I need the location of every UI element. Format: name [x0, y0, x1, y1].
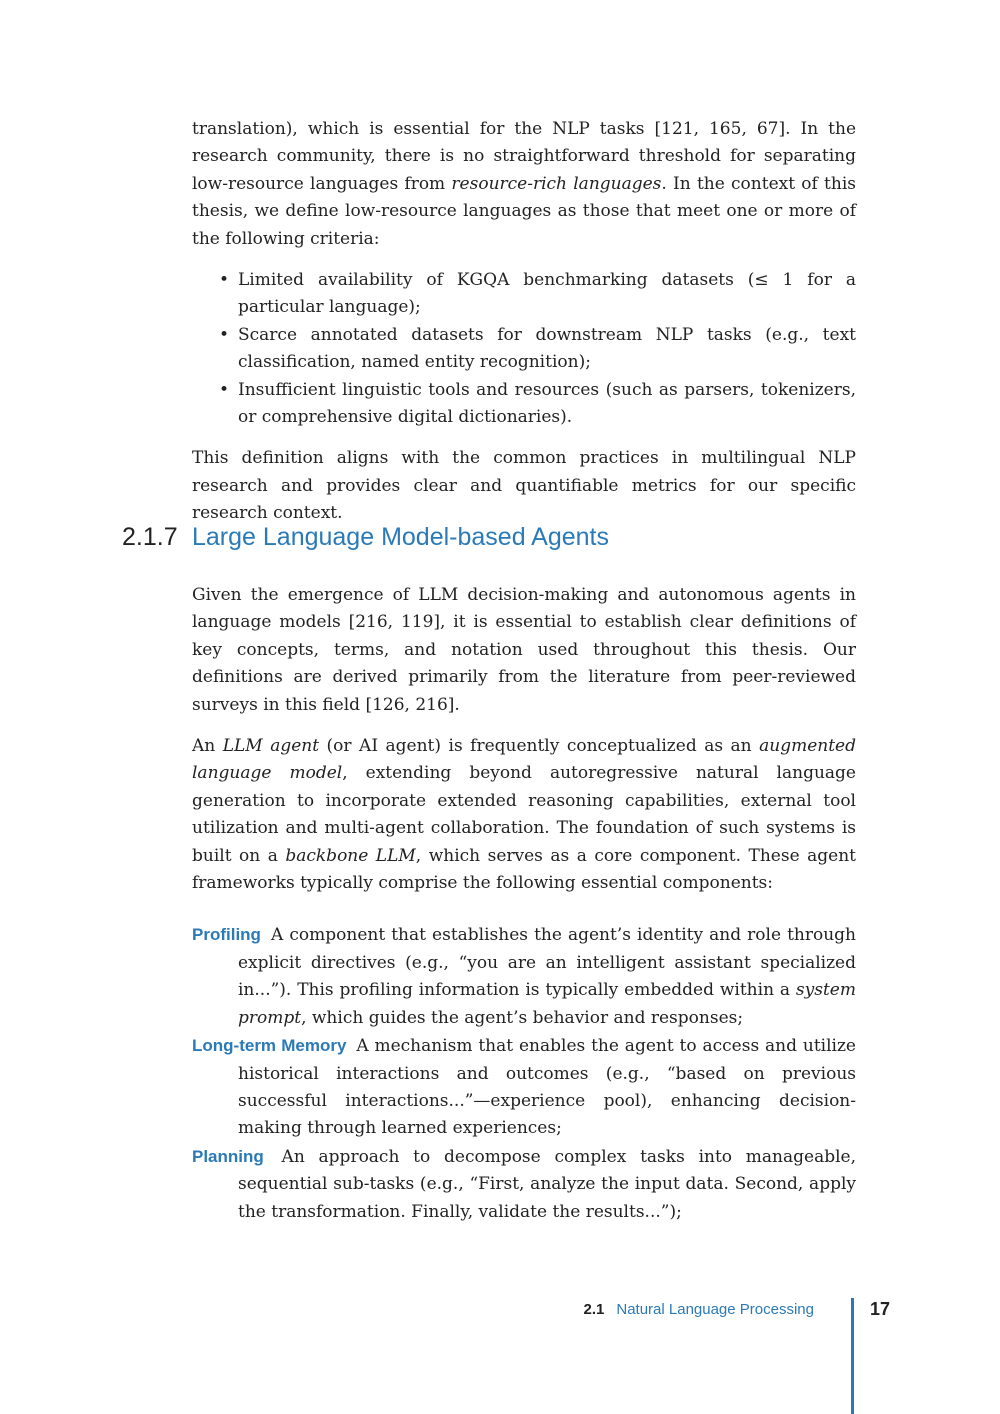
italic-term: system prompt — [238, 980, 856, 1028]
body-text-top — [192, 116, 856, 528]
list-item — [219, 377, 856, 432]
component-term: Profiling — [192, 925, 261, 945]
component-description: , which guides the agent’s behavior and responses; — [301, 1007, 744, 1028]
paragraph-llm-emergence: Given the emergence of LLM decision-making and autonomous agents in language models [216, 119], it is essential to establish clear definitions of key concepts, terms, and notation used throughout this thesis. Our definitions are derived primarily from the literature from peer-reviewed surveys in this field [126, 216]. — [192, 585, 856, 715]
text-run: (or AI agent) is frequently conceptualized as an — [319, 736, 760, 757]
component-planning — [192, 1143, 856, 1226]
page-footer — [0, 1298, 1000, 1414]
component-description: An approach to decompose complex tasks into manageable, sequential sub-tasks (e.g., “First, analyze the input data. Second, apply the transformation. Finally, validate the results...”); — [238, 1146, 856, 1222]
running-footer — [584, 1301, 815, 1318]
italic-term: LLM agent — [222, 736, 320, 757]
list-item-text: Scarce annotated datasets for downstream NLP tasks (e.g., text classification, named entity recognition); — [238, 324, 856, 373]
paragraph-low-resource-intro — [192, 116, 856, 253]
component-term: Long-term Memory — [192, 1036, 347, 1056]
list-item — [219, 267, 856, 322]
bullet-icon: • — [219, 324, 230, 345]
component-description: A component that establishes the agent’s identity and role through explicit directives (e.g., “you are an intelligent assistant specialized in...”). This profiling information is typically embedded within a — [238, 925, 857, 1001]
component-profiling — [192, 921, 856, 1032]
text-run: , which serves as a core component. These agent frameworks typically comprise the following essential components: — [192, 845, 856, 894]
component-description: A mechanism that enables the agent to access and utilize historical interactions and outcomes (e.g., “based on previous successful interactions...”—experience pool), enhancing decision-making through learned experiences; — [238, 1036, 856, 1139]
text-run: . In the context of this thesis, we define low-resource languages as those that meet one or more of the following criteria: — [192, 173, 856, 249]
footer-rule — [851, 1298, 854, 1414]
text-run: An — [192, 736, 223, 757]
footer-section-title: Natural Language Processing — [616, 1301, 814, 1318]
bullet-icon: • — [219, 379, 230, 400]
page-number: 17 — [870, 1299, 891, 1319]
italic-term: backbone LLM — [285, 845, 416, 866]
list-item — [219, 322, 856, 377]
italic-term: augmented language model — [192, 736, 856, 784]
component-long-term-memory — [192, 1032, 856, 1143]
section-title: Large Language Model-based Agents — [192, 523, 609, 551]
text-run: translation), which is essential for the NLP tasks [121, 165, 67]. In the research community, there is no straightforward threshold for separating low-resource languages from — [192, 119, 856, 194]
list-item-text: Limited availability of KGQA benchmarking datasets (≤ 1 for a particular language); — [238, 270, 856, 318]
paragraph-definition-alignment: This definition aligns with the common practices in multilingual NLP research and provides clear and quantifiable metrics for our specific research context. — [192, 448, 856, 524]
footer-section-number: 2.1 — [583, 1301, 605, 1318]
components-list — [192, 921, 856, 1225]
section-heading — [122, 520, 862, 554]
component-term: Planning — [192, 1146, 264, 1166]
paragraph-llm-agent-definition — [192, 733, 856, 897]
section-body — [192, 582, 856, 1226]
text-run: , extending beyond autoregressive natural language generation to incorporate extended reasoning capabilities, external tool utilization and multi-agent collaboration. The foundation of such systems is built on a — [192, 763, 856, 866]
section-number: 2.1.7 — [122, 523, 178, 551]
italic-term: resource-rich languages — [451, 173, 662, 194]
bullet-icon: • — [219, 270, 230, 291]
list-item-text: Insufficient linguistic tools and resources (such as parsers, tokenizers, or comprehensive digital dictionaries). — [238, 379, 856, 428]
criteria-list — [192, 267, 856, 431]
